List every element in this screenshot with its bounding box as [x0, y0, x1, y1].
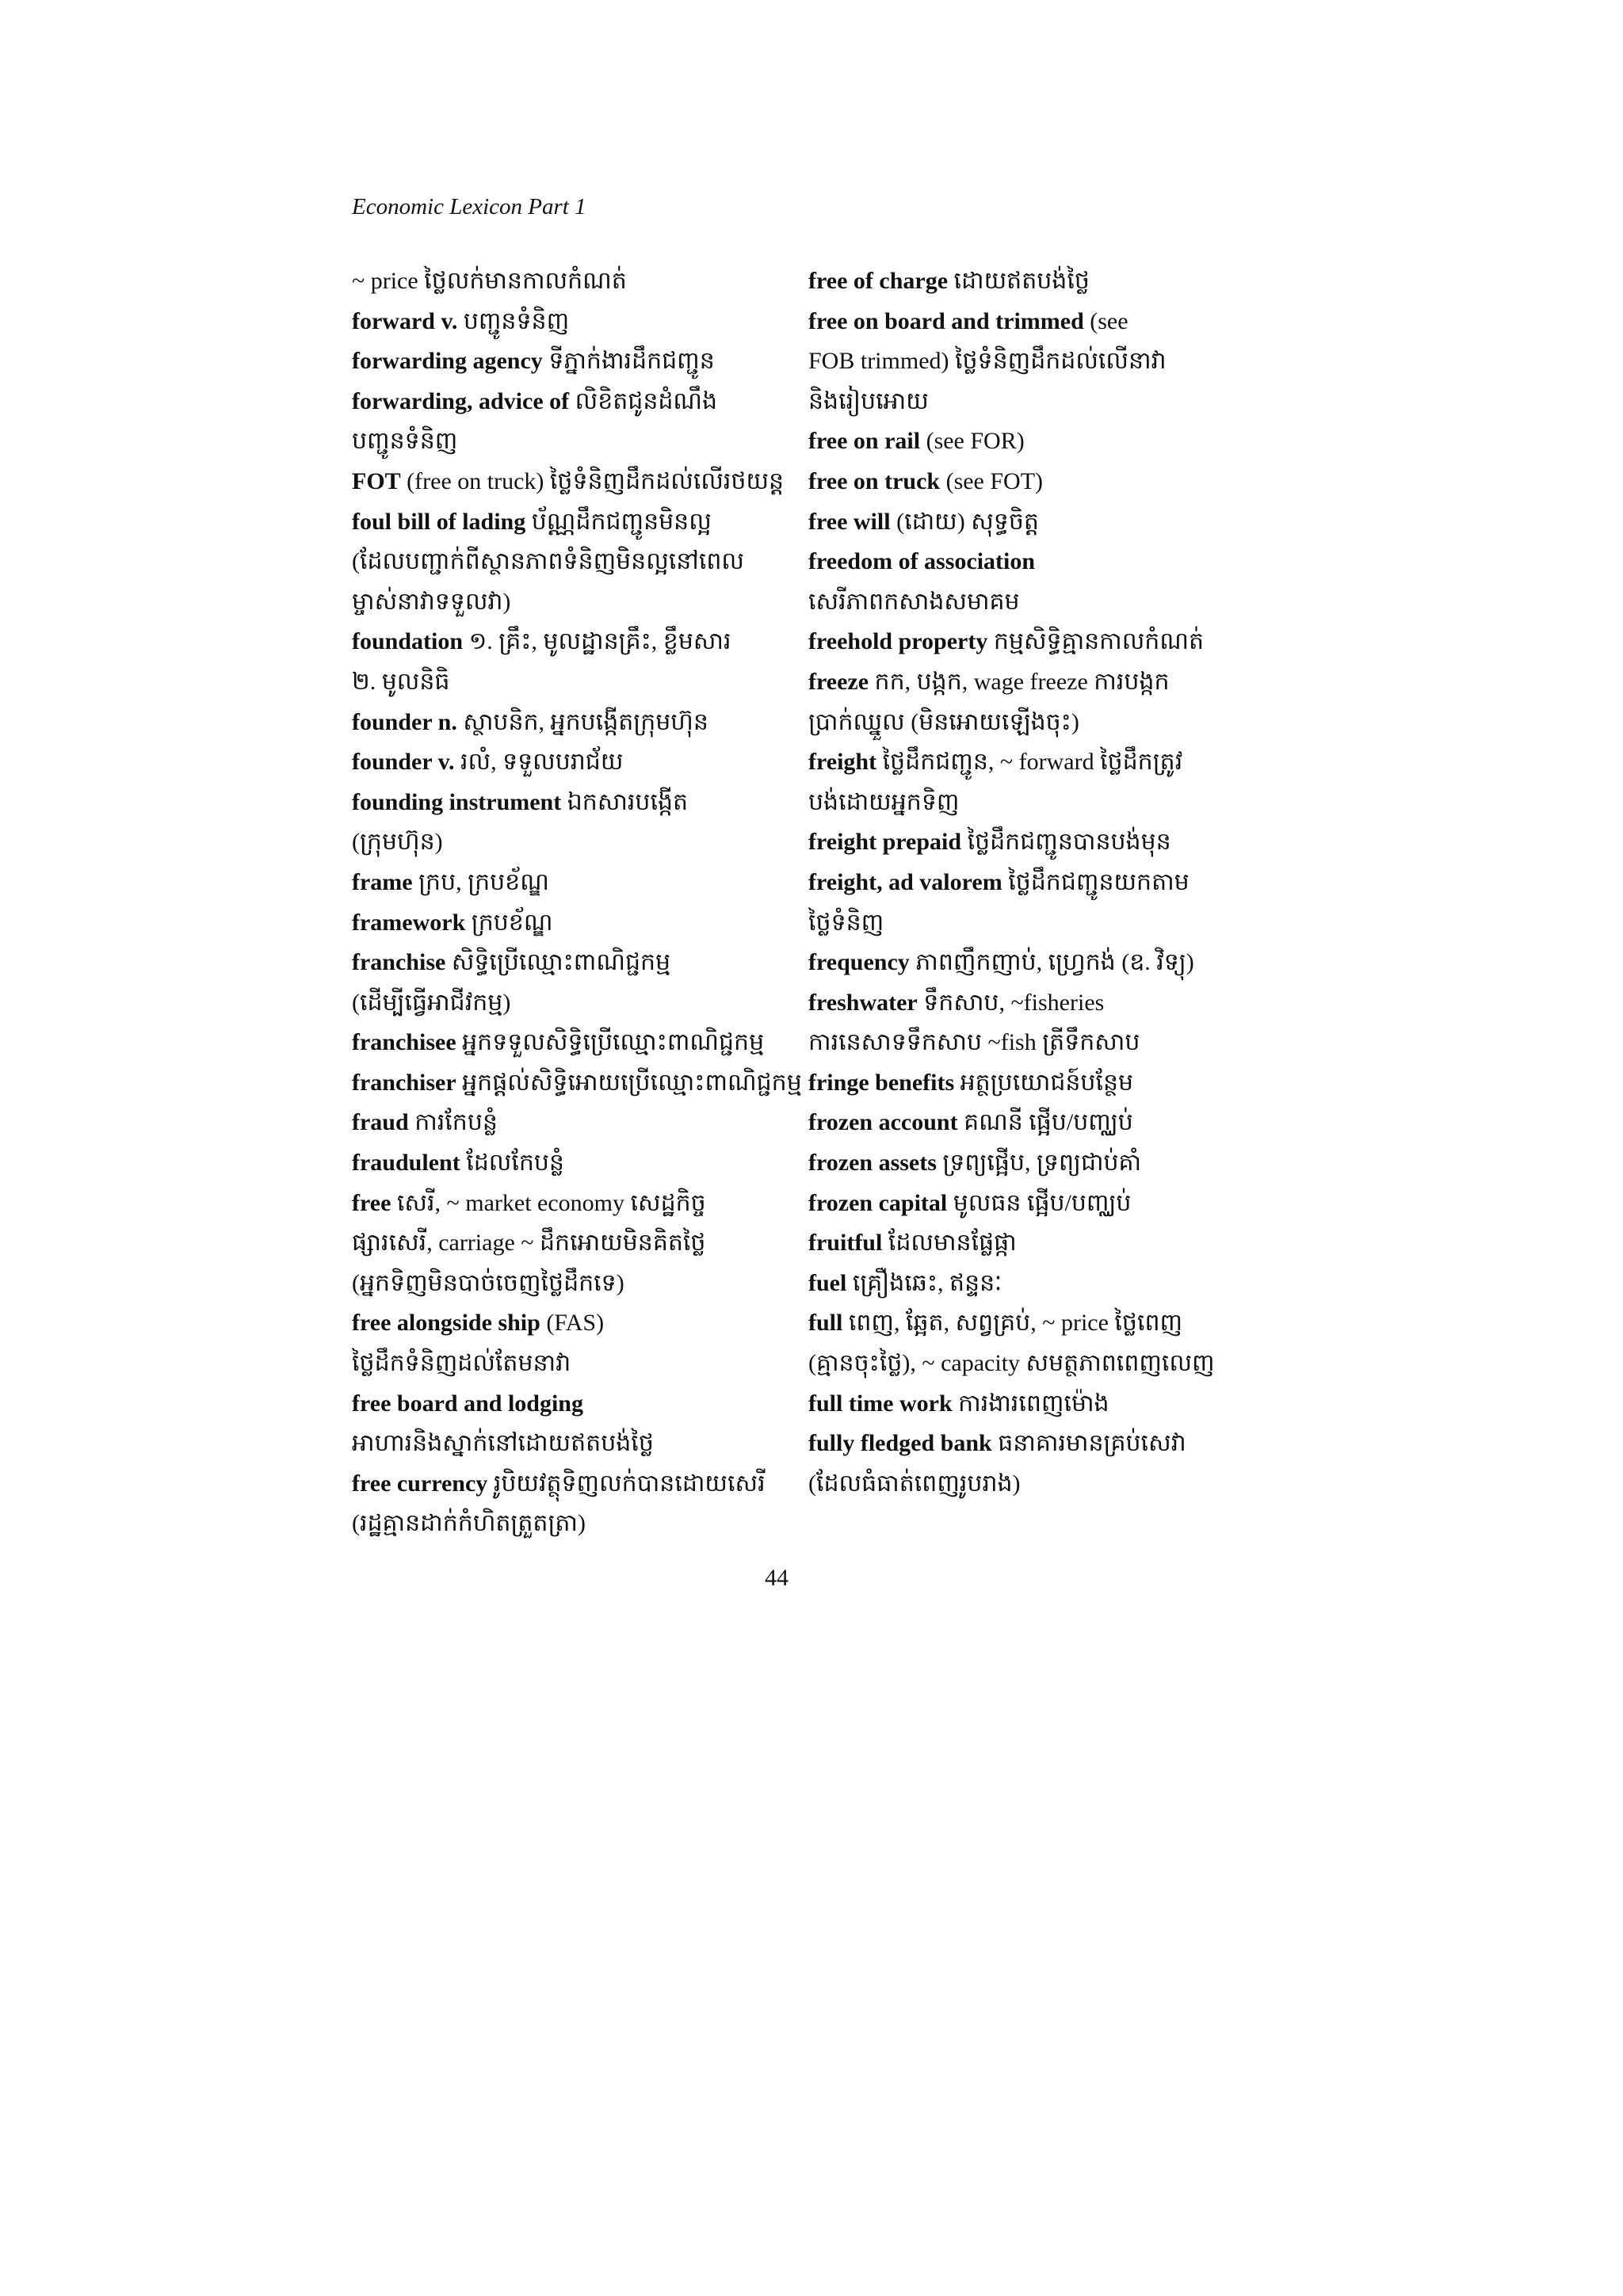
entry-definition: ២. មូលនិធិ	[352, 668, 450, 695]
entry-definition: (ដើម្បីធ្វើអាជីវកម្ម)	[352, 989, 511, 1016]
entry-definition: ក្របខ័ណ្ឌ	[465, 909, 553, 936]
entry-definition: គណនី ផ្អើប/បញ្ឈប់	[957, 1109, 1133, 1136]
entry-line	[352, 1223, 780, 1264]
lexicon-entry	[352, 622, 780, 702]
entry-line	[808, 903, 1236, 944]
entry-term: free on rail	[808, 428, 921, 455]
entry-term: freeze	[808, 668, 869, 695]
entry-term: FOT	[352, 467, 401, 494]
entry-definition: ~ price ថ្លៃលក់មានកាលកំណត់	[352, 268, 627, 294]
entry-definition: (គ្មានចុះថ្លៃ), ~ capacity សមត្ថភាពពេញលេញ	[808, 1350, 1215, 1377]
entry-term: frame	[352, 868, 413, 895]
entry-definition: ថ្លៃដឹកទំនិញដល់តែមនាវា	[352, 1350, 571, 1377]
entry-term: forwarding agency	[352, 348, 543, 375]
entry-definition: បញ្ជូនទំនិញ	[352, 428, 458, 455]
lexicon-entry	[352, 1063, 802, 1104]
entry-line	[808, 382, 1236, 422]
entry-line	[352, 1344, 780, 1384]
entry-term: frozen account	[808, 1109, 958, 1136]
entry-line	[808, 1384, 1236, 1425]
entry-definition: ដោយឥតបង់ថ្លៃ	[948, 268, 1090, 294]
entry-line	[352, 1143, 780, 1184]
right-column	[808, 261, 1236, 1504]
entry-line	[352, 582, 780, 623]
entry-definition: ពេញ, ឆ្អែត, សព្វគ្រប់, ~ price ថ្លៃពេញ	[842, 1310, 1183, 1337]
entry-line	[808, 302, 1236, 342]
entry-term: full time work	[808, 1390, 953, 1417]
entry-definition: ការនេសាទទឹកសាប ~fish ត្រីទឹកសាប	[808, 1029, 1140, 1056]
entry-definition: (FAS)	[540, 1310, 605, 1337]
lexicon-entry	[808, 1184, 1236, 1224]
entry-term: free board and lodging	[352, 1390, 583, 1417]
entry-line	[352, 1464, 780, 1505]
entry-definition: (see FOT)	[940, 467, 1044, 494]
entry-definition: (អ្នកទិញមិនបាច់ចេញថ្លៃដឹកទេ)	[352, 1269, 624, 1296]
entry-line	[808, 622, 1236, 662]
entry-definition: (see	[1083, 307, 1128, 334]
entry-term: fringe benefits	[808, 1069, 955, 1096]
entry-definition: ប័ណ្ណដឹកជញ្ជូនមិនល្អ	[525, 508, 712, 535]
lexicon-entry	[808, 622, 1236, 662]
entry-term: frozen assets	[808, 1150, 937, 1177]
lexicon-entry	[808, 1223, 1236, 1264]
entry-line	[808, 542, 1236, 582]
entry-definition: កក, បង្កក, wage freeze ការបង្កក	[869, 668, 1170, 695]
page-number: 44	[765, 1565, 789, 1591]
entry-line	[808, 662, 1236, 703]
entry-definition: និងរៀបអោយ	[808, 387, 929, 414]
entry-definition: (ដែលបញ្ជាក់ពីស្ថានភាពទំនិញមិនល្អនៅពេល	[352, 548, 744, 575]
entry-definition: (see FOR)	[920, 428, 1025, 455]
entry-term: fraud	[352, 1109, 409, 1136]
entry-term: free on truck	[808, 467, 941, 494]
entry-definition: (រដ្ឋគ្មានដាក់កំហិតត្រួតត្រា)	[352, 1510, 586, 1537]
entry-line	[808, 822, 1236, 863]
entry-line	[352, 341, 780, 382]
entry-term: freehold property	[808, 628, 988, 655]
entry-term: frequency	[808, 949, 910, 976]
lexicon-entry	[352, 703, 780, 743]
entry-line	[352, 1424, 780, 1464]
entry-term: fully fledged bank	[808, 1430, 992, 1457]
entry-term: foul bill of lading	[352, 508, 526, 535]
lexicon-entry	[352, 1103, 780, 1143]
entry-term: full	[808, 1310, 843, 1337]
lexicon-entry	[352, 462, 785, 502]
lexicon-entry	[808, 662, 1236, 742]
entry-definition: សេរីភាពកសាងសមាគម	[808, 588, 1020, 615]
entry-line	[808, 261, 1236, 302]
entry-line	[352, 542, 780, 582]
entry-definition: ក្រប, ក្របខ័ណ្ឌ	[412, 868, 549, 895]
lexicon-entry	[352, 1464, 780, 1544]
entry-definition: ថ្លៃដឹកជញ្ជូនបានបង់មុន	[961, 829, 1171, 856]
entry-line	[352, 1184, 780, 1224]
entry-line	[352, 1103, 780, 1143]
lexicon-entry	[352, 863, 780, 903]
entry-definition: ថ្លៃទំនិញ	[808, 909, 884, 936]
entry-line	[352, 783, 780, 823]
entry-line	[352, 1063, 802, 1104]
lexicon-entry	[352, 783, 780, 863]
entry-line	[808, 1223, 1236, 1264]
entry-line	[808, 1264, 1236, 1304]
entry-line	[808, 983, 1236, 1024]
lexicon-entry	[808, 421, 1236, 462]
entry-line	[808, 1103, 1236, 1143]
entry-term: founder v.	[352, 749, 455, 776]
entry-definition: (free on truck) ថ្លៃទំនិញដឹកដល់លើរថយន្ត	[400, 467, 785, 494]
entry-line	[352, 742, 780, 783]
entry-term: free	[352, 1189, 391, 1216]
lexicon-entry	[352, 261, 780, 302]
lexicon-entry	[352, 1384, 780, 1464]
entry-line	[352, 502, 780, 543]
entry-definition: សេរី, ~ market economy សេដ្ឋកិច្ច	[391, 1189, 706, 1216]
lexicon-entry	[352, 943, 780, 1023]
lexicon-entry	[808, 863, 1236, 943]
lexicon-entry	[808, 1143, 1236, 1184]
entry-term: framework	[352, 909, 466, 936]
entry-line	[352, 261, 780, 302]
lexicon-entry	[808, 302, 1236, 422]
entry-line	[352, 1023, 780, 1063]
lexicon-entry	[808, 1264, 1236, 1304]
entry-line	[808, 341, 1236, 382]
entry-definition: ទឹកសាប, ~fisheries	[917, 989, 1105, 1016]
lexicon-entry	[808, 983, 1236, 1063]
lexicon-entry	[352, 1023, 780, 1063]
entry-line	[808, 1303, 1236, 1344]
entry-line	[808, 742, 1236, 783]
entry-term: founding instrument	[352, 788, 562, 815]
entry-term: freedom of association	[808, 548, 1036, 575]
entry-definition: (ក្រុមហ៊ុន)	[352, 829, 443, 856]
entry-definition: ដែលកែបន្លំ	[460, 1150, 564, 1177]
entry-line	[352, 943, 780, 983]
entry-definition: ទ្រព្យផ្អើប, ទ្រព្យជាប់គាំ	[936, 1150, 1142, 1177]
entry-term: franchiser	[352, 1069, 456, 1096]
left-column	[352, 261, 802, 1544]
lexicon-entry	[808, 1303, 1236, 1383]
lexicon-entry	[352, 382, 780, 462]
entry-line	[808, 1424, 1236, 1464]
entry-line	[352, 421, 780, 462]
lexicon-entry	[352, 502, 780, 623]
lexicon-entry	[808, 542, 1236, 622]
entry-line	[352, 822, 780, 863]
entry-definition: ស្ថាបនិក, អ្នកបង្កើតក្រុមហ៊ុន	[456, 708, 708, 735]
entry-line	[808, 1464, 1236, 1505]
entry-definition: អត្ថប្រយោជន៍បន្ថែម	[954, 1069, 1134, 1096]
lexicon-entry	[352, 341, 780, 382]
entry-definition: ការងារពេញម៉ោង	[952, 1390, 1109, 1417]
entry-definition: ប្រាក់ឈ្នួល (មិនអោយឡើងចុះ)	[808, 708, 1079, 735]
lexicon-entry	[808, 822, 1236, 863]
entry-definition: ថ្លៃដឹកជញ្ជូនយកតាម	[1002, 868, 1190, 895]
lexicon-entry	[352, 903, 780, 944]
entry-line	[352, 1384, 780, 1425]
entry-definition: ដែលមានផ្លែផ្កា	[882, 1230, 1017, 1257]
entry-definition: សិទ្ធិប្រើឈ្មោះពាណិជ្ជកម្ម	[445, 949, 671, 976]
entry-definition: បញ្ជូនទំនិញ	[457, 307, 570, 334]
entry-term: free of charge	[808, 268, 949, 294]
lexicon-entry	[808, 261, 1236, 302]
lexicon-entry	[808, 502, 1236, 543]
lexicon-entry	[808, 742, 1236, 822]
lexicon-entry	[352, 1184, 780, 1304]
lexicon-entry	[808, 1063, 1236, 1104]
entry-term: freight prepaid	[808, 829, 962, 856]
entry-line	[352, 983, 780, 1024]
entry-line	[808, 1344, 1236, 1384]
lexicon-entry	[808, 943, 1236, 983]
entry-line	[808, 421, 1236, 462]
entry-term: fruitful	[808, 1230, 883, 1257]
lexicon-entry	[352, 1143, 780, 1184]
entry-line	[808, 863, 1236, 903]
entry-line	[352, 703, 780, 743]
lexicon-entry	[808, 1384, 1236, 1425]
entry-definition: (ដោយ) សុទ្ធចិត្ត	[890, 508, 1039, 535]
entry-line	[808, 1023, 1236, 1063]
entry-line	[808, 1184, 1236, 1224]
lexicon-entry	[352, 742, 780, 783]
entry-line	[352, 382, 780, 422]
lexicon-entry	[352, 1303, 780, 1383]
entry-term: free on board and trimmed	[808, 307, 1084, 334]
entry-definition: អ្នកទទួលសិទ្ធិប្រើឈ្មោះពាណិជ្ជកម្ម	[456, 1029, 765, 1056]
lexicon-entry	[808, 1103, 1236, 1143]
entry-definition: អាហារនិងស្នាក់នៅដោយឥតបង់ថ្លៃ	[352, 1430, 654, 1457]
entry-term: fuel	[808, 1269, 847, 1296]
entry-term: franchise	[352, 949, 446, 976]
entry-line	[808, 943, 1236, 983]
entry-definition: មូលធន ផ្អើប/បញ្ឈប់	[947, 1189, 1132, 1216]
entry-line	[808, 1063, 1236, 1104]
entry-term: franchisee	[352, 1029, 456, 1056]
entry-line	[808, 582, 1236, 623]
entry-term: foundation	[352, 628, 464, 655]
entry-line	[808, 502, 1236, 543]
entry-line	[808, 703, 1236, 743]
entry-definition: លិខិតជូនដំណឹង	[569, 387, 718, 414]
entry-definition: ធនាគារមានគ្រប់សេវា	[991, 1430, 1186, 1457]
entry-term: frozen capital	[808, 1189, 948, 1216]
entry-definition: ១. គ្រឹះ, មូលដ្ឋានគ្រឹះ, ខ្លឹមសារ	[463, 628, 731, 655]
entry-term: freshwater	[808, 989, 918, 1016]
entry-term: free will	[808, 508, 891, 535]
entry-line	[352, 903, 780, 944]
entry-line	[352, 1264, 780, 1304]
entry-line	[352, 302, 780, 342]
entry-definition: ថ្លៃដឹកជញ្ជូន, ~ forward ថ្លៃដឹកត្រូវ	[876, 749, 1183, 776]
entry-definition: គ្រឿងឆេះ, ឥន្ទនៈ	[846, 1269, 1002, 1296]
entry-definition: បង់ដោយអ្នកទិញ	[808, 788, 960, 815]
entry-definition: រូបិយវត្ថុទិញលក់បានដោយសេរី	[487, 1470, 766, 1497]
entry-definition: អ្នកផ្តល់សិទ្ធិអោយប្រើឈ្មោះពាណិជ្ជកម្ម	[456, 1069, 802, 1096]
entry-definition: ផ្សារសេរី, carriage ~ ដឹកអោយមិនគិតថ្លៃ	[352, 1230, 706, 1257]
entry-line	[352, 462, 785, 502]
entry-term: freight, ad valorem	[808, 868, 1002, 895]
running-header: Economic Lexicon Part 1	[352, 194, 586, 219]
entry-term: founder n.	[352, 708, 457, 735]
entry-line	[352, 1504, 780, 1544]
lexicon-entry	[808, 1424, 1236, 1504]
lexicon-entry	[352, 302, 780, 342]
entry-definition: រលំ, ទទួលបរាជ័យ	[454, 749, 624, 776]
entry-definition: ឯកសារបង្កើត	[561, 788, 689, 815]
entry-term: free alongside ship	[352, 1310, 540, 1337]
entry-line	[808, 783, 1236, 823]
entry-term: fraudulent	[352, 1150, 460, 1177]
entry-term: forward v.	[352, 307, 458, 334]
entry-line	[352, 622, 780, 662]
entry-line	[352, 863, 780, 903]
entry-definition: ទីភ្នាក់ងារដឹកជញ្ជូន	[542, 348, 715, 375]
entry-term: free currency	[352, 1470, 488, 1497]
entry-definition: ភាពញឹកញាប់, ហ្វ្រេកង់ (ឧ. វិទ្យុ)	[909, 949, 1194, 976]
entry-definition: ការកែបន្លំ	[408, 1109, 498, 1136]
entry-definition: FOB trimmed) ថ្លៃទំនិញដឹកដល់លើនាវា	[808, 348, 1167, 375]
entry-definition: ម្ចាស់នាវាទទួលវា)	[352, 588, 511, 615]
entry-line	[808, 1143, 1236, 1184]
entry-definition: កម្មសិទ្ធិគ្មានកាលកំណត់	[987, 628, 1205, 655]
entry-line	[352, 662, 780, 703]
entry-term: forwarding, advice of	[352, 387, 570, 414]
lexicon-entry	[808, 462, 1236, 502]
entry-line	[808, 462, 1236, 502]
entry-definition: (ដែលធំធាត់ពេញរូបរាង)	[808, 1470, 1021, 1497]
entry-term: freight	[808, 749, 877, 776]
entry-line	[352, 1303, 780, 1344]
